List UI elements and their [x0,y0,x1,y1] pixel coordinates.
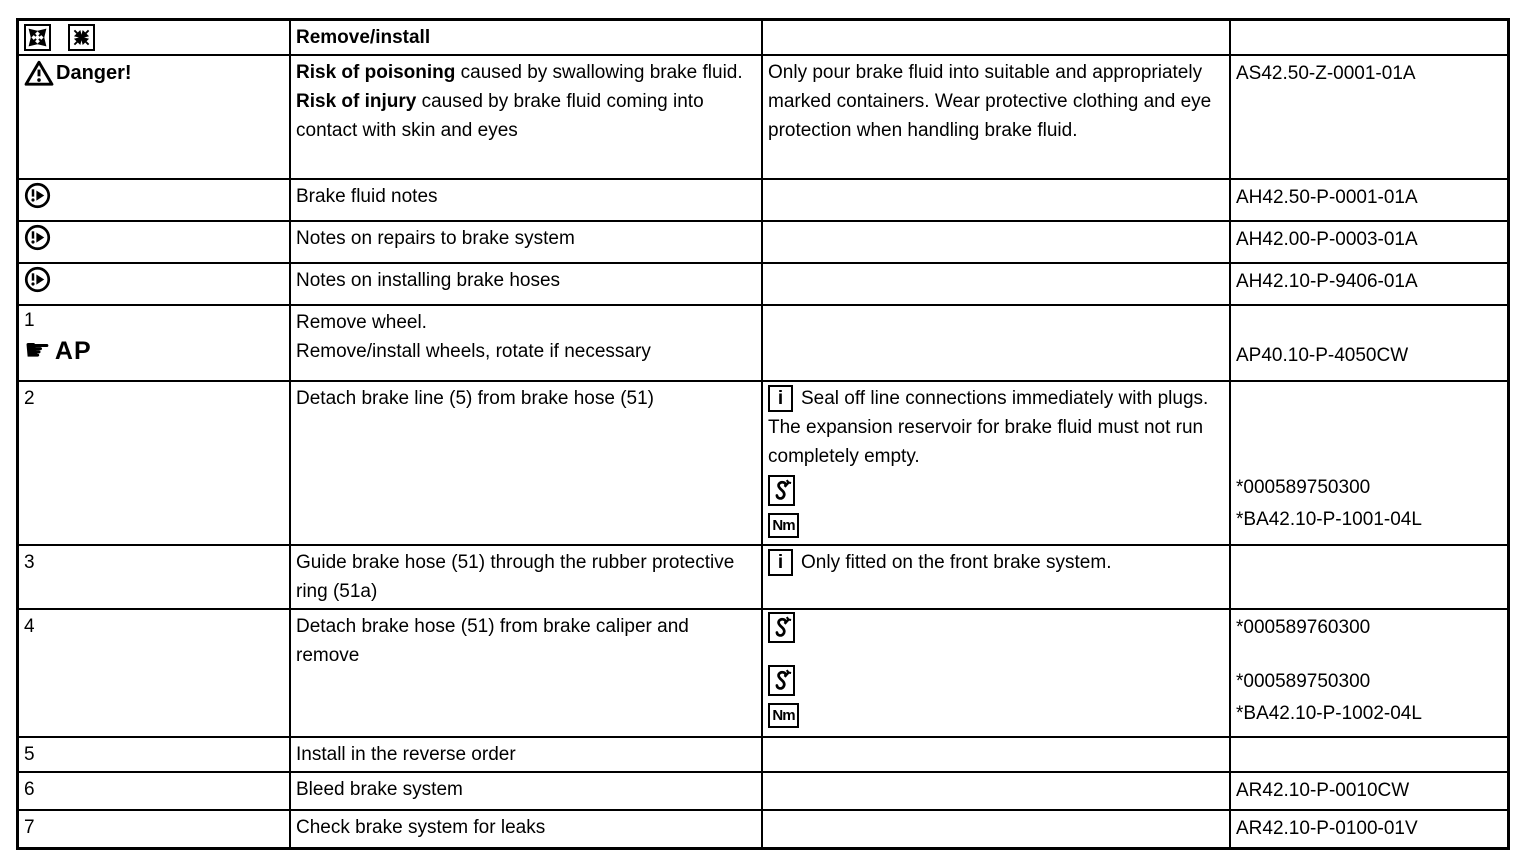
task-line: Remove/install wheels, rotate if necessary [296,341,651,362]
step-number: 1 [24,310,35,331]
special-tool-line [768,475,1223,506]
step-number-cell [19,546,289,608]
note-empty-cell [761,180,1229,220]
step-code-cell [1229,382,1507,544]
note-link-icon[interactable] [24,277,51,298]
step-task-cell [289,382,761,544]
step-task-cell [289,773,761,809]
document-code[interactable]: AR42.10-P-0010CW [1236,780,1410,801]
tool-number[interactable]: *000589750300 [1236,671,1371,692]
step-number: 6 [24,779,35,800]
step-row-4 [19,608,1507,736]
task-text: Detach brake line (5) from brake hose (51) [296,388,654,409]
note-code-cell [1229,180,1507,220]
danger-label: Danger! [56,62,132,84]
note-title: Notes on installing brake hoses [289,264,761,304]
step-number-cell [19,306,289,380]
step-number: 5 [24,744,35,765]
risk2-rest-text: caused by brake fluid coming into contact with skin and eyes [296,91,704,141]
special-tool-icon[interactable] [768,665,795,696]
step-notes-cell [761,382,1229,544]
document-code[interactable]: AH42.50-P-0001-01A [1236,187,1418,208]
danger-description [289,56,761,178]
document-code[interactable]: AH42.00-P-0003-01A [1236,229,1418,250]
tool-number[interactable]: *000589760300 [1236,617,1371,638]
note-row [19,178,1507,220]
task-text: Check brake system for leaks [296,817,546,838]
danger-code-cell [1229,56,1507,178]
torque-nm-icon[interactable]: Nm [768,703,799,728]
document-code[interactable]: AS42.50-Z-0001-01A [1236,63,1416,84]
step-number: 7 [24,817,35,838]
task-text: Install in the reverse order [296,744,516,765]
danger-row [19,54,1507,178]
step-row-3 [19,544,1507,608]
step-row-5 [19,736,1507,771]
note-title: Notes on repairs to brake system [289,222,761,262]
danger-instruction: Only pour brake fluid into suitable and appropriately marked containers. Wear protective clothing and eye protection when handling brake fluid. [761,56,1229,178]
step-task-cell [289,738,761,771]
step-code-cell [1229,773,1507,809]
special-tool-line [768,612,1223,643]
note-row [19,220,1507,262]
step-notes-cell [761,811,1229,847]
header-empty-cell [761,21,1229,54]
note-code-cell [1229,264,1507,304]
info-note [768,548,1223,577]
remove-install-table [16,18,1510,850]
info-text: Only fitted on the front brake system. [801,552,1112,573]
note-code-cell [1229,222,1507,262]
column-title-remove-install: Remove/install [289,21,761,54]
ap-link[interactable] [24,333,283,368]
risk-of-poisoning-text: Risk of poisoning [296,62,456,83]
torque-spec-code[interactable]: *BA42.10-P-1001-04L [1236,509,1422,530]
note-row [19,262,1507,304]
collapse-all-icon[interactable] [68,24,95,51]
info-note [768,384,1223,471]
step-task-cell [289,306,761,380]
note-icon-cell [19,222,289,262]
torque-line [768,700,1223,731]
document-code[interactable]: AP40.10-P-4050CW [1236,345,1409,366]
torque-nm-icon[interactable]: Nm [768,513,799,538]
special-tool-icon[interactable] [768,475,795,506]
task-text: Bleed brake system [296,779,463,800]
step-notes-cell [761,306,1229,380]
step-row-2 [19,380,1507,544]
step-number: 4 [24,616,35,637]
task-text: Guide brake hose (51) through the rubber protective ring (51a) [296,552,735,602]
note-link-icon[interactable] [24,235,51,256]
step-code-cell [1229,738,1507,771]
info-icon: i [768,385,793,412]
risk1-rest-text: caused by swallowing brake fluid. [455,62,743,83]
danger-triangle-icon [24,60,54,96]
expand-all-icon[interactable] [24,24,51,51]
note-title: Brake fluid notes [289,180,761,220]
torque-spec-code[interactable]: *BA42.10-P-1002-04L [1236,703,1422,724]
special-tool-icon[interactable] [768,612,795,643]
info-text: Seal off line connections immediately with plugs. The expansion reservoir for brake fluid must not run completely empty. [768,388,1209,467]
danger-cell [19,56,289,178]
info-icon: i [768,549,793,576]
step-row-7 [19,809,1507,847]
step-notes-cell [761,738,1229,771]
step-number-cell [19,773,289,809]
special-tool-line [768,665,1223,696]
note-icon-cell [19,180,289,220]
step-notes-cell [761,610,1229,736]
task-text: Detach brake hose (51) from brake caliper and remove [296,616,689,666]
step-row-6 [19,771,1507,809]
task-line: Remove wheel. [296,312,427,333]
note-icon-cell [19,264,289,304]
step-code-cell [1229,610,1507,736]
header-empty-code-cell [1229,21,1507,54]
step-task-cell [289,546,761,608]
step-notes-cell [761,546,1229,608]
step-code-cell [1229,546,1507,608]
note-link-icon[interactable] [24,193,51,214]
step-row-1 [19,304,1507,380]
step-number: 2 [24,388,35,409]
torque-line [768,510,1223,541]
ap-label: AP [54,336,92,365]
header-icons-cell [19,21,289,54]
step-task-cell [289,811,761,847]
step-number: 3 [24,552,35,573]
step-code-cell [1229,811,1507,847]
step-number-cell [19,610,289,736]
note-empty-cell [761,222,1229,262]
risk-of-injury-text: Risk of injury [296,91,417,112]
table-header-row [19,21,1507,54]
document-code[interactable]: AR42.10-P-0100-01V [1236,818,1418,839]
document-code[interactable]: AH42.10-P-9406-01A [1236,271,1418,292]
tool-number[interactable]: *000589750300 [1236,477,1371,498]
step-code-cell [1229,306,1507,380]
pointing-hand-icon: ☛ [24,333,51,368]
step-number-cell [19,811,289,847]
note-empty-cell [761,264,1229,304]
step-task-cell [289,610,761,736]
step-notes-cell [761,773,1229,809]
step-number-cell [19,382,289,544]
step-number-cell [19,738,289,771]
